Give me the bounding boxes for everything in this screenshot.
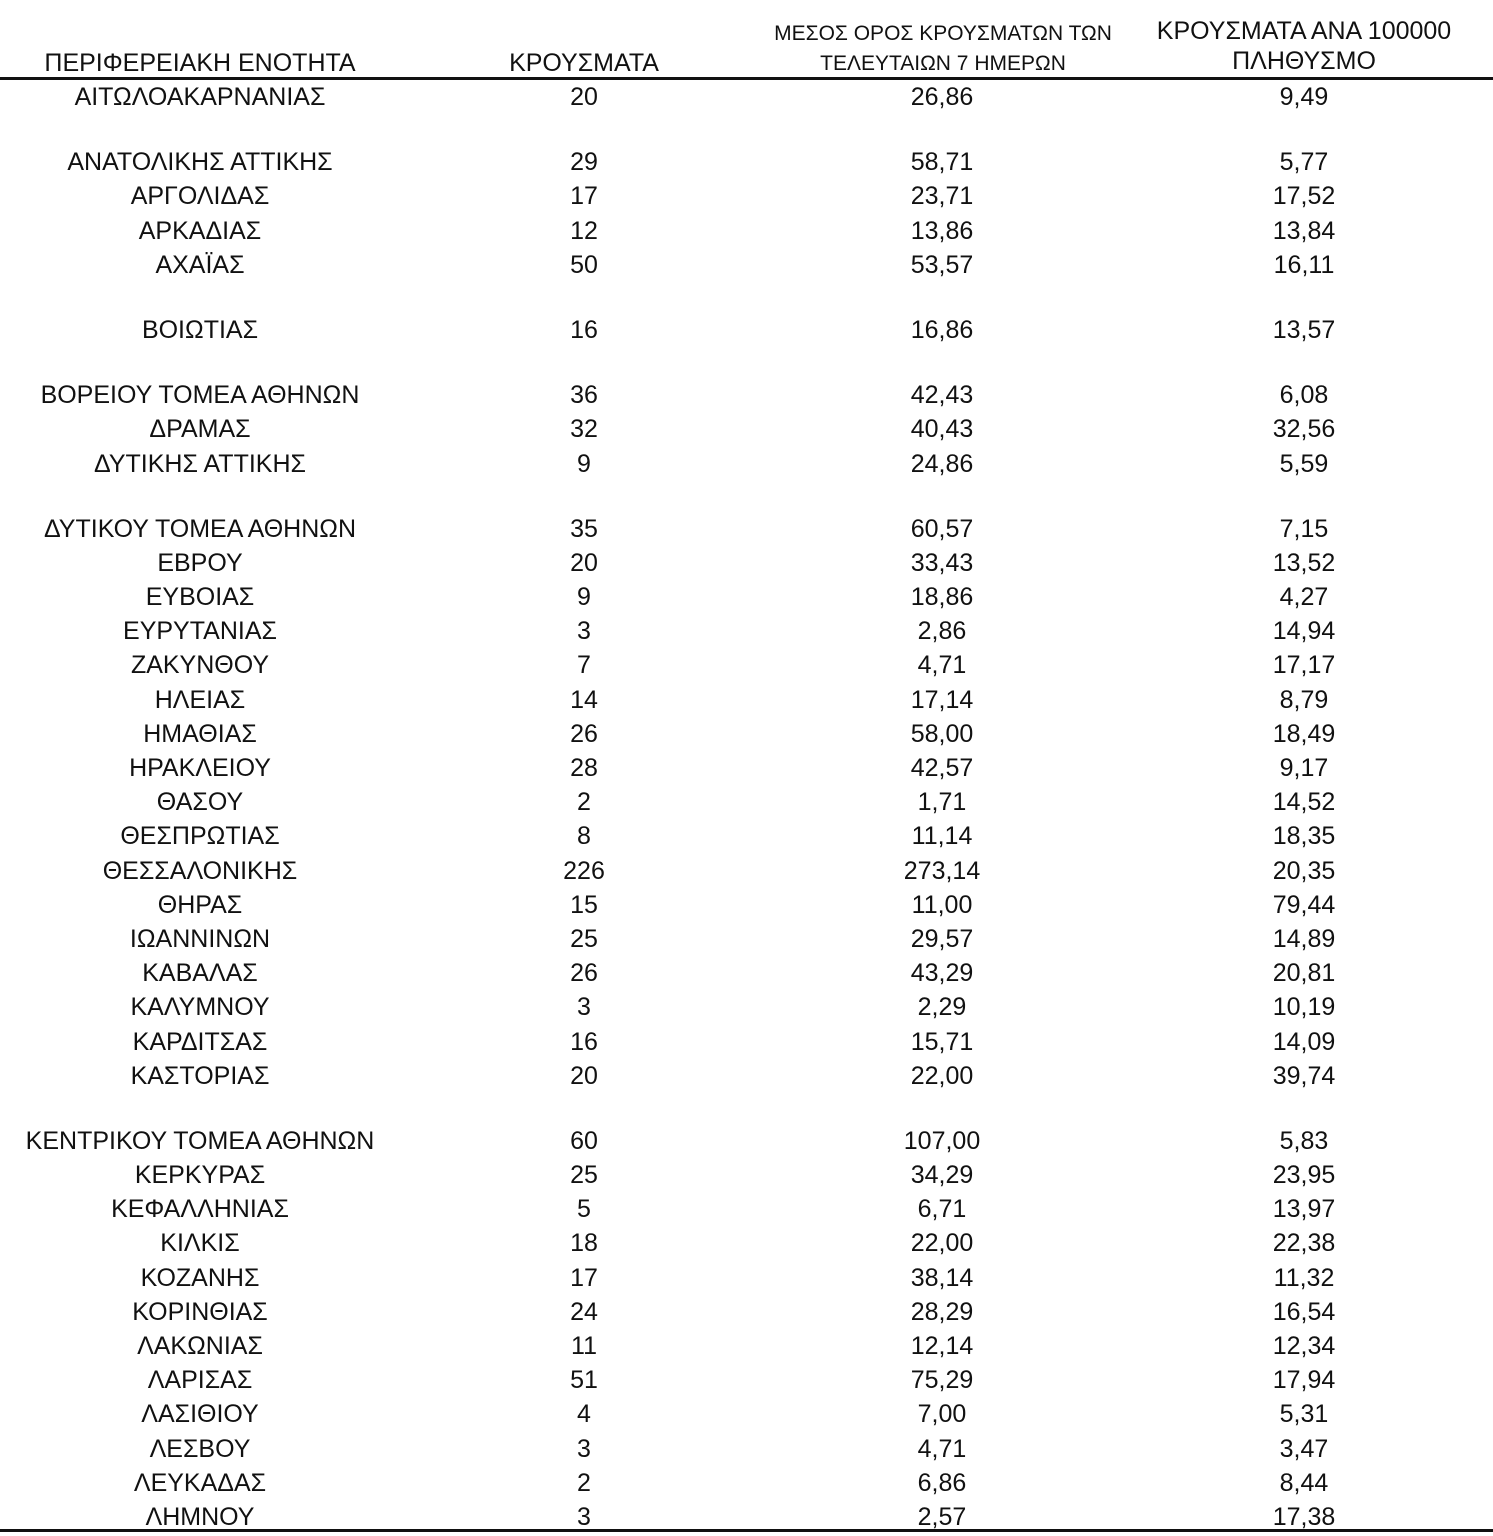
header-cases-per-100k xyxy=(1120,16,1488,76)
cell-cases: 14 xyxy=(570,685,598,714)
table-row xyxy=(0,214,1493,248)
cell-avg-7-days: 60,57 xyxy=(910,514,974,543)
cell-avg-7-days: 4,71 xyxy=(917,1434,967,1463)
cell-avg-7-days: 26,86 xyxy=(910,83,974,111)
table-row xyxy=(0,248,1493,282)
cell-cases: 11 xyxy=(571,1332,597,1360)
cell-cases-per-100k: 5,83 xyxy=(1279,1126,1329,1155)
cell-cases: 16 xyxy=(570,315,598,344)
cell-cases-per-100k: 17,17 xyxy=(1272,651,1336,680)
cell-cases: 26 xyxy=(570,959,598,988)
table-row xyxy=(0,614,1493,648)
table-row xyxy=(0,1397,1493,1431)
table-row xyxy=(0,378,1493,412)
cell-cases-per-100k: 18,35 xyxy=(1272,822,1336,851)
cell-cases: 7 xyxy=(577,651,591,680)
cell-cases-per-100k: 9,17 xyxy=(1279,754,1329,782)
header-avg-line2: ΤΕΛΕΥΤΑΙΩΝ 7 ΗΜΕΡΩΝ xyxy=(820,52,1066,75)
cell-cases-per-100k: 20,35 xyxy=(1272,856,1336,885)
cell-avg-7-days: 107,00 xyxy=(903,1126,981,1155)
cell-avg-7-days: 16,86 xyxy=(910,315,974,344)
cell-cases-per-100k: 14,09 xyxy=(1272,1027,1336,1056)
cell-cases: 25 xyxy=(570,1161,598,1190)
cell-avg-7-days: 42,57 xyxy=(910,754,974,782)
table-row xyxy=(0,888,1493,922)
table-row xyxy=(0,1432,1493,1466)
header-per100k-line1: ΚΡΟΥΣΜΑΤΑ ΑΝΑ 100000 xyxy=(1156,17,1452,45)
cell-avg-7-days: 2,86 xyxy=(917,617,967,646)
cell-region: ΚΑΛΥΜΝΟΥ xyxy=(130,993,270,1022)
header-region: ΠΕΡΙΦΕΡΕΙΑΚΗ ΕΝΟΤΗΤΑ xyxy=(44,49,356,77)
cell-cases: 26 xyxy=(570,719,598,748)
table-row xyxy=(0,1025,1493,1059)
cell-cases-per-100k: 79,44 xyxy=(1272,890,1336,919)
cell-cases: 17 xyxy=(570,182,598,211)
cell-region: ΔΥΤΙΚΟΥ ΤΟΜΕΑ ΑΘΗΝΩΝ xyxy=(43,514,357,543)
table-row xyxy=(0,990,1493,1024)
cell-avg-7-days: 11,14 xyxy=(911,822,973,851)
cell-region: ΚΕΝΤΡΙΚΟΥ ΤΟΜΕΑ ΑΘΗΝΩΝ xyxy=(25,1126,375,1155)
table-row xyxy=(0,717,1493,751)
table-row xyxy=(0,80,1493,114)
cell-cases-per-100k: 11,32 xyxy=(1273,1263,1335,1292)
table-row xyxy=(0,179,1493,213)
cell-avg-7-days: 1,71 xyxy=(917,788,967,817)
table-row xyxy=(0,1261,1493,1295)
table-row xyxy=(0,1466,1493,1500)
cell-cases: 25 xyxy=(570,924,598,953)
cell-cases-per-100k: 7,15 xyxy=(1279,514,1329,543)
cell-region: ΚΙΛΚΙΣ xyxy=(160,1229,240,1258)
cell-region: ΔΡΑΜΑΣ xyxy=(149,415,251,444)
cell-region: ΛΑΚΩΝΙΑΣ xyxy=(137,1332,263,1360)
cell-region: ΑΙΤΩΛΟΑΚΑΡΝΑΝΙΑΣ xyxy=(74,83,326,111)
cell-region: ΑΡΓΟΛΙΔΑΣ xyxy=(130,182,270,211)
cell-avg-7-days: 42,43 xyxy=(910,381,974,410)
cell-avg-7-days: 28,29 xyxy=(910,1297,974,1326)
table-row xyxy=(0,580,1493,614)
table-body xyxy=(0,80,1493,1534)
cell-region: ΛΕΥΚΑΔΑΣ xyxy=(133,1468,267,1497)
cell-cases-per-100k: 22,38 xyxy=(1272,1229,1336,1258)
cell-region: ΑΡΚΑΔΙΑΣ xyxy=(138,216,262,245)
cell-cases-per-100k: 16,54 xyxy=(1272,1297,1336,1326)
cell-region: ΖΑΚΥΝΘΟΥ xyxy=(130,651,270,680)
cell-cases: 8 xyxy=(577,822,591,851)
table-row xyxy=(0,447,1493,481)
cell-region: ΕΥΒΟΙΑΣ xyxy=(145,583,255,612)
table-row xyxy=(0,683,1493,717)
cell-avg-7-days: 58,71 xyxy=(910,148,974,177)
cell-cases-per-100k: 18,49 xyxy=(1272,719,1336,748)
cell-region: ΚΑΡΔΙΤΣΑΣ xyxy=(132,1027,268,1056)
cell-cases-per-100k: 10,19 xyxy=(1272,993,1336,1022)
cell-avg-7-days: 43,29 xyxy=(910,959,974,988)
cell-avg-7-days: 38,14 xyxy=(910,1263,974,1292)
table-row xyxy=(0,819,1493,853)
cell-cases: 3 xyxy=(577,993,591,1022)
table-row xyxy=(0,751,1493,785)
cell-cases: 17 xyxy=(570,1263,598,1292)
cell-avg-7-days: 13,86 xyxy=(910,216,974,245)
cell-region: ΔΥΤΙΚΗΣ ΑΤΤΙΚΗΣ xyxy=(94,449,306,478)
cell-region: ΑΧΑΪΑΣ xyxy=(155,250,245,279)
cell-cases: 3 xyxy=(577,1502,591,1531)
cell-region: ΘΑΣΟΥ xyxy=(156,788,244,817)
cell-cases: 20 xyxy=(570,83,598,111)
cell-region: ΚΑΣΤΟΡΙΑΣ xyxy=(130,1061,270,1090)
cell-cases-per-100k: 14,89 xyxy=(1272,924,1336,953)
cell-avg-7-days: 2,29 xyxy=(917,993,967,1022)
cell-region: ΘΕΣΠΡΩΤΙΑΣ xyxy=(120,822,280,851)
cell-region: ΚΟΖΑΝΗΣ xyxy=(140,1263,260,1292)
cell-region: ΙΩΑΝΝΙΝΩΝ xyxy=(129,924,271,953)
cell-cases-per-100k: 8,44 xyxy=(1279,1468,1329,1497)
cell-avg-7-days: 75,29 xyxy=(910,1366,974,1395)
table-row xyxy=(0,956,1493,990)
cell-cases-per-100k: 14,94 xyxy=(1272,617,1336,646)
cell-cases-per-100k: 17,52 xyxy=(1272,182,1336,211)
cell-avg-7-days: 58,00 xyxy=(910,719,974,748)
table-row xyxy=(0,648,1493,682)
cell-cases: 2 xyxy=(577,788,591,817)
cell-avg-7-days: 2,57 xyxy=(917,1502,967,1531)
cell-region: ΒΟΙΩΤΙΑΣ xyxy=(141,315,259,344)
cell-cases-per-100k: 5,59 xyxy=(1279,449,1329,478)
table-row xyxy=(0,1192,1493,1226)
cell-region: ΛΑΡΙΣΑΣ xyxy=(147,1366,253,1395)
cell-cases: 4 xyxy=(577,1400,591,1429)
cell-avg-7-days: 11,00 xyxy=(911,890,973,919)
cell-cases: 29 xyxy=(570,148,598,177)
cell-avg-7-days: 33,43 xyxy=(910,548,974,577)
table-row xyxy=(0,1226,1493,1260)
cell-cases: 32 xyxy=(570,415,598,444)
cell-cases: 60 xyxy=(570,1126,598,1155)
cell-region: ΕΒΡΟΥ xyxy=(157,548,243,577)
table-row xyxy=(0,1295,1493,1329)
cell-cases: 9 xyxy=(577,449,591,478)
header-cases: ΚΡΟΥΣΜΑΤΑ xyxy=(509,49,659,77)
cell-cases-per-100k: 12,34 xyxy=(1272,1332,1336,1360)
cell-cases: 3 xyxy=(577,617,591,646)
table-row xyxy=(0,546,1493,580)
cell-region: ΚΟΡΙΝΘΙΑΣ xyxy=(132,1297,268,1326)
cell-avg-7-days: 23,71 xyxy=(910,182,974,211)
cell-avg-7-days: 29,57 xyxy=(910,924,974,953)
cell-cases: 36 xyxy=(570,381,598,410)
cell-cases-per-100k: 32,56 xyxy=(1272,415,1336,444)
cell-region: ΑΝΑΤΟΛΙΚΗΣ ΑΤΤΙΚΗΣ xyxy=(67,148,333,177)
cell-region: ΚΕΦΑΛΛΗΝΙΑΣ xyxy=(111,1195,289,1224)
cell-region: ΘΕΣΣΑΛΟΝΙΚΗΣ xyxy=(102,856,298,885)
cell-cases: 3 xyxy=(577,1434,591,1463)
cell-cases-per-100k: 5,31 xyxy=(1279,1400,1329,1429)
cell-avg-7-days: 40,43 xyxy=(910,415,974,444)
cell-cases-per-100k: 13,97 xyxy=(1272,1195,1336,1224)
cell-avg-7-days: 18,86 xyxy=(910,583,974,612)
cell-avg-7-days: 22,00 xyxy=(910,1229,974,1258)
table-row xyxy=(0,1363,1493,1397)
cell-avg-7-days: 53,57 xyxy=(910,250,974,279)
cell-region: ΚΑΒΑΛΑΣ xyxy=(142,959,258,988)
table-row xyxy=(0,1059,1493,1093)
cell-cases: 226 xyxy=(563,856,605,885)
table-row xyxy=(0,1124,1493,1158)
cell-avg-7-days: 7,00 xyxy=(917,1400,967,1429)
cell-cases-per-100k: 5,77 xyxy=(1279,148,1329,177)
table-row xyxy=(0,512,1493,546)
cell-cases: 24 xyxy=(570,1297,598,1326)
cell-cases-per-100k: 39,74 xyxy=(1272,1061,1336,1090)
cell-cases: 15 xyxy=(570,890,598,919)
cell-cases: 18 xyxy=(570,1229,598,1258)
cell-avg-7-days: 15,71 xyxy=(910,1027,974,1056)
cell-avg-7-days: 4,71 xyxy=(917,651,967,680)
bottom-divider xyxy=(0,1529,1493,1532)
cell-region: ΗΛΕΙΑΣ xyxy=(154,685,246,714)
cell-avg-7-days: 6,86 xyxy=(917,1468,967,1497)
cell-cases: 20 xyxy=(570,1061,598,1090)
cell-cases-per-100k: 20,81 xyxy=(1272,959,1336,988)
cell-avg-7-days: 34,29 xyxy=(910,1161,974,1190)
table-row xyxy=(0,145,1493,179)
cell-cases-per-100k: 13,52 xyxy=(1272,548,1336,577)
cell-avg-7-days: 273,14 xyxy=(903,856,981,885)
cell-cases: 28 xyxy=(570,754,598,782)
table-row xyxy=(0,412,1493,446)
cell-cases-per-100k: 4,27 xyxy=(1279,583,1329,612)
table-row xyxy=(0,1329,1493,1363)
cell-avg-7-days: 22,00 xyxy=(910,1061,974,1090)
cell-avg-7-days: 12,14 xyxy=(910,1332,974,1360)
table-header xyxy=(0,0,1493,78)
cell-region: ΘΗΡΑΣ xyxy=(157,890,243,919)
cell-region: ΛΗΜΝΟΥ xyxy=(145,1502,255,1531)
table-row xyxy=(0,1158,1493,1192)
cell-cases: 16 xyxy=(570,1027,598,1056)
table-row xyxy=(0,922,1493,956)
cell-cases: 51 xyxy=(570,1366,598,1395)
cell-cases-per-100k: 16,11 xyxy=(1273,250,1335,279)
cell-cases: 35 xyxy=(570,514,598,543)
table-row xyxy=(0,785,1493,819)
cell-cases-per-100k: 6,08 xyxy=(1279,381,1329,410)
cell-cases: 50 xyxy=(570,250,598,279)
header-avg-7-days xyxy=(740,19,1146,79)
cell-region: ΛΕΣΒΟΥ xyxy=(149,1434,251,1463)
cell-cases-per-100k: 13,84 xyxy=(1272,216,1336,245)
cell-cases: 9 xyxy=(577,583,591,612)
cell-region: ΛΑΣΙΘΙΟΥ xyxy=(141,1400,259,1429)
cell-avg-7-days: 24,86 xyxy=(910,449,974,478)
cell-region: ΗΡΑΚΛΕΙΟΥ xyxy=(129,754,271,782)
cell-cases-per-100k: 8,79 xyxy=(1279,685,1329,714)
cell-cases: 20 xyxy=(570,548,598,577)
cell-region: ΒΟΡΕΙΟΥ ΤΟΜΕΑ ΑΘΗΝΩΝ xyxy=(40,381,360,410)
header-avg-line1: ΜΕΣΟΣ ΟΡΟΣ ΚΡΟΥΣΜΑΤΩΝ ΤΩΝ xyxy=(774,22,1112,45)
cell-cases: 12 xyxy=(570,216,598,245)
cell-avg-7-days: 17,14 xyxy=(910,685,974,714)
header-per100k-line2: ΠΛΗΘΥΣΜΟ xyxy=(1232,47,1376,75)
table-row xyxy=(0,854,1493,888)
cell-avg-7-days: 6,71 xyxy=(917,1195,967,1224)
cell-cases-per-100k: 14,52 xyxy=(1272,788,1336,817)
cell-cases-per-100k: 17,38 xyxy=(1272,1502,1336,1531)
table-row xyxy=(0,313,1493,347)
cell-region: ΕΥΡΥΤΑΝΙΑΣ xyxy=(123,617,277,646)
cell-region: ΚΕΡΚΥΡΑΣ xyxy=(134,1161,266,1190)
cell-cases-per-100k: 23,95 xyxy=(1272,1161,1336,1190)
cell-cases-per-100k: 13,57 xyxy=(1272,315,1336,344)
cell-cases-per-100k: 3,47 xyxy=(1279,1434,1329,1463)
cell-cases-per-100k: 9,49 xyxy=(1279,83,1329,111)
cell-cases: 5 xyxy=(577,1195,591,1224)
cell-cases-per-100k: 17,94 xyxy=(1272,1366,1336,1395)
cell-cases: 2 xyxy=(577,1468,591,1497)
cell-region: ΗΜΑΘΙΑΣ xyxy=(143,719,257,748)
